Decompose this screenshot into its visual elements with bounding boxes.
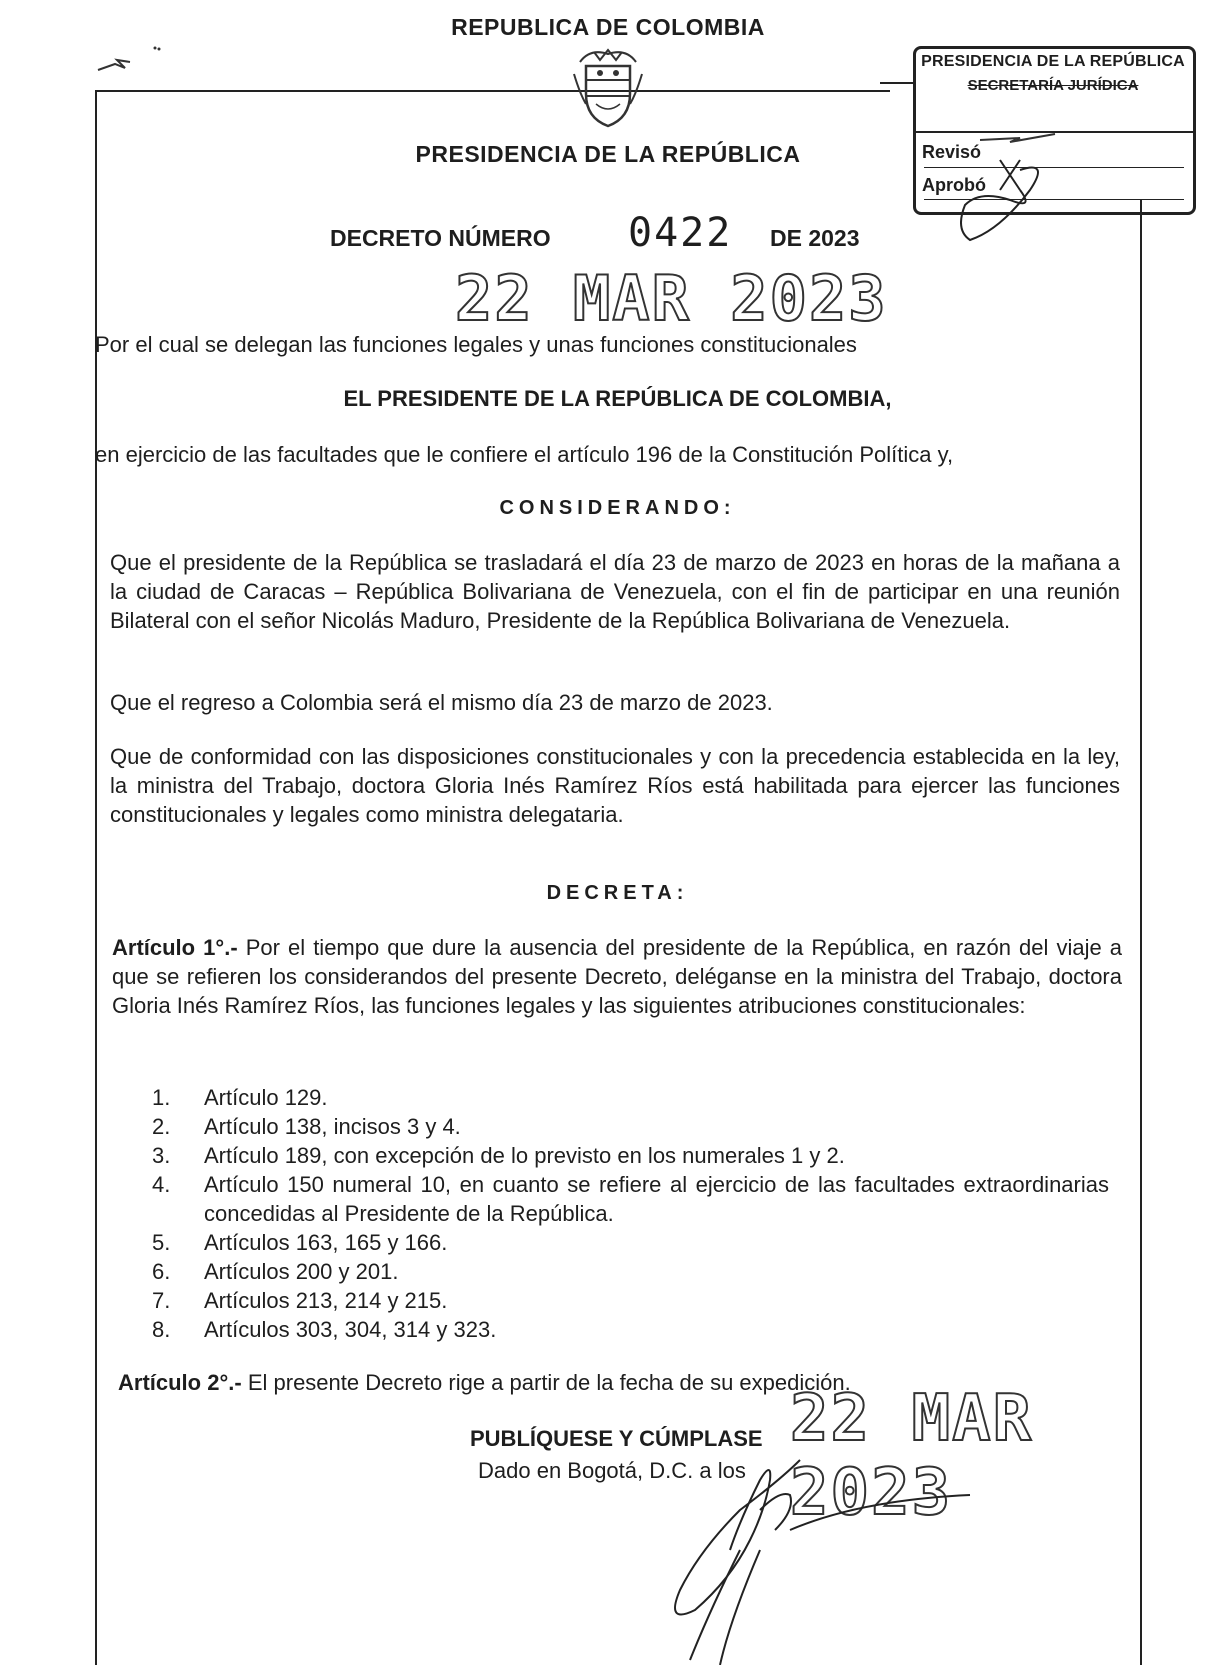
list-item-number: 5. [152, 1230, 171, 1255]
list-item-text: Artículos 200 y 201. [204, 1259, 399, 1284]
articulo-1-label: Artículo 1°.- [112, 935, 238, 960]
list-item-text: Artículo 138, incisos 3 y 4. [204, 1114, 461, 1139]
publiquese-text: PUBLÍQUESE Y CÚMPLASE [470, 1426, 763, 1451]
margin-mark-icon [95, 40, 165, 76]
stamp-reviso-label: Revisó [922, 142, 982, 162]
stamp-office: PRESIDENCIA DE LA REPÚBLICA [921, 53, 1185, 70]
stamp-aprobo-label: Aprobó [922, 175, 986, 195]
decreta-heading: DECRETA: [546, 882, 689, 904]
faculties-text: en ejercicio de las facultades que le confiere el artículo 196 de la Constitución Política y, [95, 442, 954, 467]
articulo-1 [112, 933, 1122, 1020]
list-item-number: 6. [152, 1259, 171, 1284]
page-frame-left [95, 90, 97, 1665]
list-item-number: 3. [152, 1143, 171, 1168]
decree-summary: Por el cual se delegan las funciones legales y unas funciones constitucionales [95, 332, 857, 357]
reviewer-initials-icon [960, 120, 1100, 260]
list-item-number: 2. [152, 1114, 171, 1139]
date-stamp-top: 22 MAR 2023 [455, 262, 888, 335]
president-title: EL PRESIDENTE DE LA REPÚBLICA DE COLOMBIA, [343, 386, 892, 411]
articulo-2-text: El presente Decreto rige a partir de la fecha de su expedición. [247, 1370, 851, 1395]
considerando-paragraph-3: Que de conformidad con las disposiciones constitucionales y con la precedencia establecida en la ley, la ministra del Trabajo, doctora Gloria Inés Ramírez Ríos está habilitada para ejercer las funciones constitucionales y legales como ministra delegataria. [110, 744, 1120, 827]
president-signature-icon [640, 1440, 1020, 1665]
coat-of-arms-icon [570, 44, 646, 130]
considerando-heading: CONSIDERANDO: [499, 497, 736, 519]
list-item-number: 7. [152, 1288, 171, 1313]
list-item-text: Artículos 213, 214 y 215. [204, 1288, 448, 1313]
stamp-connector-line [880, 82, 915, 84]
decree-label: DECRETO NÚMERO [330, 225, 551, 251]
list-item-text: Artículo 129. [204, 1085, 328, 1110]
decree-number: 0422 [628, 210, 733, 256]
considerando-paragraph-2: Que el regreso a Colombia será el mismo día 23 de marzo de 2023. [110, 690, 773, 715]
considerando-paragraph-1: Que el presidente de la República se trasladará el día 23 de marzo de 2023 en horas de la mañana a la ciudad de Caracas – República Bolivariana de Venezuela, con el fin de participar en una reunión Bilateral con el señor Nicolás Maduro, Presidente de la República Bolivariana de Venezuela. [110, 550, 1120, 633]
list-item-text: Artículo 150 numeral 10, en cuanto se refiere al ejercicio de las facultades extraordinarias concedidas al Presidente de la República. [204, 1172, 1109, 1226]
articulo-2-label: Artículo 2°.- [118, 1370, 242, 1395]
country-header: REPUBLICA DE COLOMBIA [451, 14, 765, 40]
list-item-number: 8. [152, 1317, 171, 1342]
list-item-number: 1. [152, 1085, 171, 1110]
date-stamp-closing: 22 MAR 2023 [790, 1382, 1034, 1530]
page-frame-top [95, 90, 890, 92]
articulo-1-text: Por el tiempo que dure la ausencia del presidente de la República, en razón del viaje a que se refieren los considerandos del presente Decreto, deléganse en la ministra del Trabajo, doctora Gloria Inés Ramírez Ríos, las funciones legales y las siguientes atribuciones constitucionales: [112, 935, 1122, 1018]
dado-en-text: Dado en Bogotá, D.C. a los [478, 1458, 746, 1483]
decree-year: DE 2023 [770, 225, 860, 251]
stamp-department: SECRETARÍA JURÍDICA [967, 77, 1139, 94]
office-header: PRESIDENCIA DE LA REPÚBLICA [415, 141, 801, 167]
list-item-text: Artículo 189, con excepción de lo previsto en los numerales 1 y 2. [204, 1143, 845, 1168]
list-item-number: 4. [152, 1172, 171, 1197]
list-item-text: Artículos 303, 304, 314 y 323. [204, 1317, 497, 1342]
list-item-text: Artículos 163, 165 y 166. [204, 1230, 448, 1255]
